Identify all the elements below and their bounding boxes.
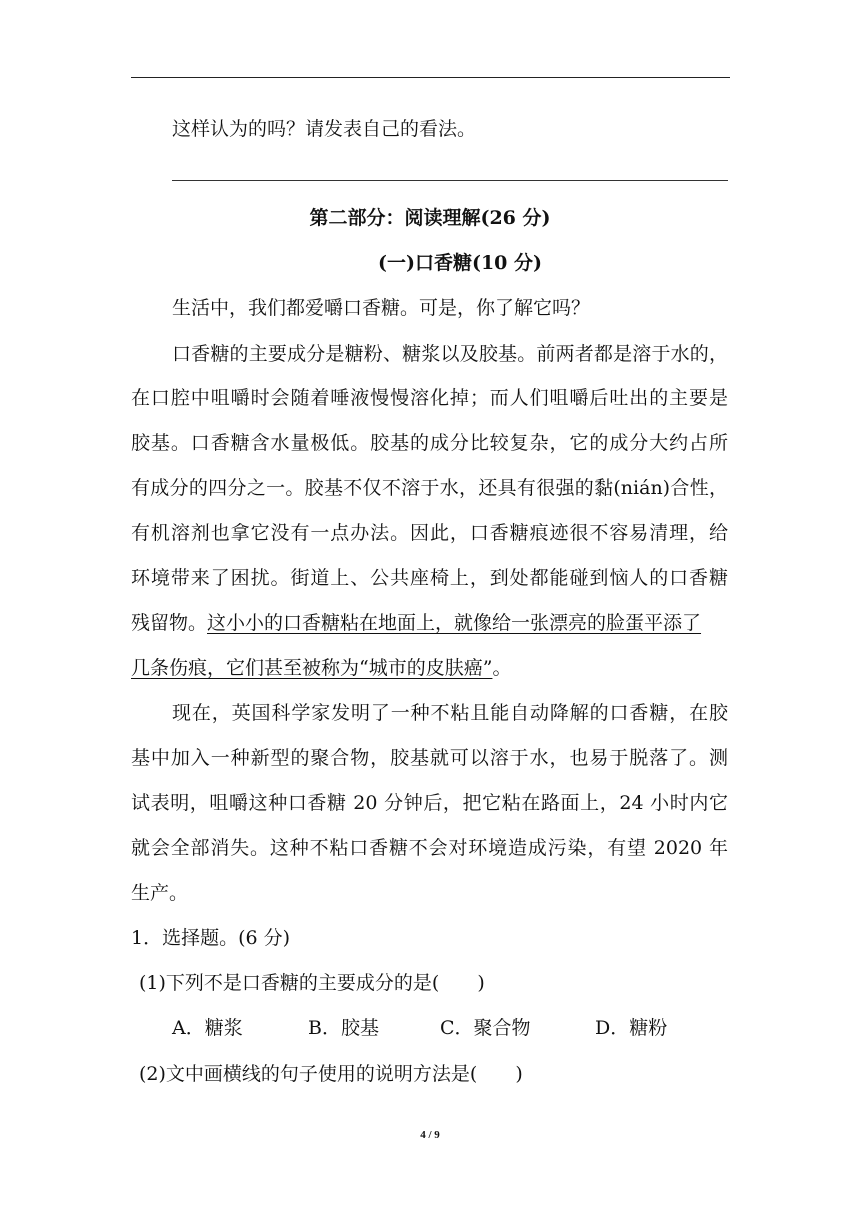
answer-line [172,180,728,181]
underlined-sentence-part-1: 这小小的口香糖粘在地面上，就像给一张漂亮的脸蛋平添了 [207,612,702,634]
paragraph-2-line-1: 口香糖的主要成分是糖粉、糖浆以及胶基。前两者都是溶于水的， [172,343,728,365]
paragraph-2-line-5: 有机溶剂也拿它没有一点办法。因此，口香糖痕迹很不容易清理，给 [131,522,728,544]
paragraph-2-line-7-plain: 残留物。 [131,612,208,634]
option-c[interactable]: C．聚合物 [440,1017,531,1039]
paragraph-2-line-8-end: 。 [492,657,512,679]
question-1-title: 1．选择题。(6 分) [131,927,291,949]
question-1-sub-1: (1)下列不是口香糖的主要成分的是( ) [139,972,485,994]
option-b[interactable]: B．胶基 [308,1017,379,1039]
paragraph-2-line-6: 环境带来了困扰。街道上、公共座椅上，到处都能碰到恼人的口香糖 [131,567,728,589]
intro-question: 这样认为的吗？请发表自己的看法。 [172,118,477,140]
question-1-sub-2: (2)文中画横线的句子使用的说明方法是( ) [139,1063,523,1085]
paragraph-2-line-8 [131,656,511,680]
paragraph-3-line-2: 基中加入一种新型的聚合物，胶基就可以溶于水，也易于脱落了。测 [131,747,728,769]
paragraph-2-line-7 [131,611,701,635]
paragraph-2-line-3: 胶基。口香糖含水量极低。胶基的成分比较复杂，它的成分大约占所 [131,432,728,454]
paragraph-1: 生活中，我们都爱嚼口香糖。可是，你了解它吗？ [172,297,591,319]
page-number: 4 / 9 [420,1129,440,1141]
paragraph-3-line-5: 生产。 [131,882,189,904]
section-title: 第二部分：阅读理解(26 分) [309,207,551,229]
passage-title: (一)口香糖(10 分) [377,252,542,274]
option-a[interactable]: A．糖浆 [172,1017,243,1039]
paragraph-2-line-2: 在口腔中咀嚼时会随着唾液慢慢溶化掉；而人们咀嚼后吐出的主要是 [131,387,728,409]
header-rule [131,77,730,78]
underlined-sentence-part-2: 几条伤痕，它们甚至被称为“城市的皮肤癌” [131,657,493,679]
paragraph-3-line-4: 就会全部消失。这种不粘口香糖不会对环境造成污染，有望 2020 年 [131,837,728,859]
paragraph-3-line-1: 现在，英国科学家发明了一种不粘且能自动降解的口香糖，在胶 [172,702,728,724]
paragraph-3-line-3: 试表明，咀嚼这种口香糖 20 分钟后，把它粘在路面上，24 小时内它 [131,792,728,814]
paragraph-2-line-4: 有成分的四分之一。胶基不仅不溶于水，还具有很强的黏(nián)合性， [131,477,728,499]
option-d[interactable]: D．糖粉 [595,1017,668,1039]
